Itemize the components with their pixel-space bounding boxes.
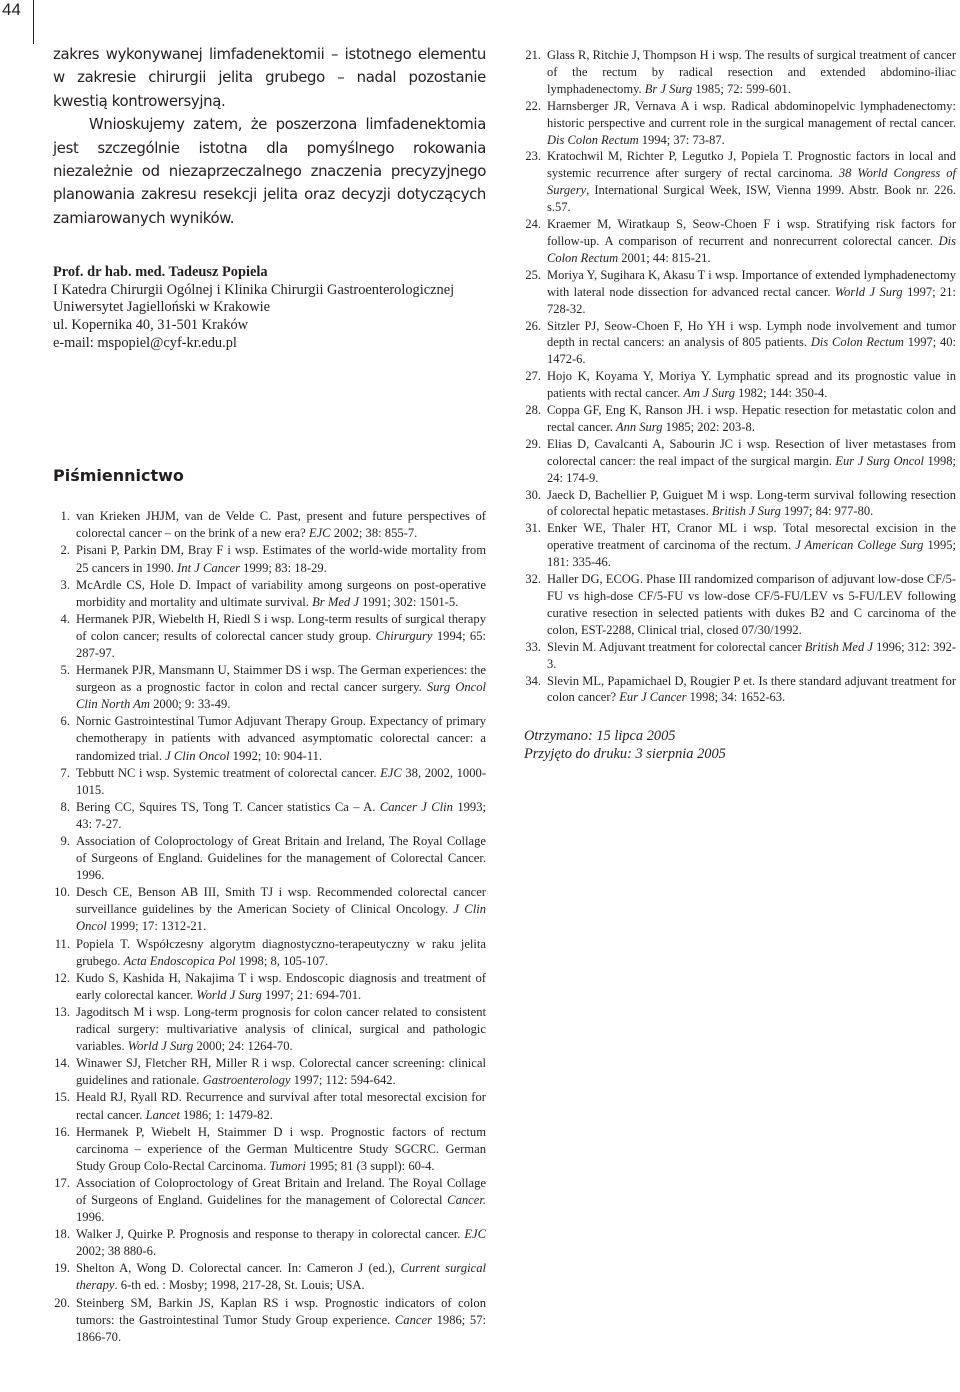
reference-item bbox=[53, 765, 486, 799]
reference-journal: Tumori bbox=[269, 1158, 306, 1173]
reference-number: 32. bbox=[525, 572, 541, 587]
reference-item bbox=[53, 1260, 486, 1294]
reference-text: 1995; 81 (3 suppl): 60-4. bbox=[305, 1158, 435, 1173]
reference-text: Sitzler PJ, Seow-Choen F, Ho YH i wsp. Lymph node involvement and tumor depth in rectal cancers: an analysis of 805 patients. bbox=[547, 318, 956, 350]
reference-number: 15. bbox=[54, 1090, 70, 1105]
reference-text: Enker WE, Thaler HT, Cranor ML i wsp. Total mesorectal excision in the operative treatment of carcinoma of the rectum. bbox=[547, 521, 956, 553]
reference-text: Bering CC, Squires TS, Tong T. Cancer statistics Ca – A. bbox=[76, 799, 380, 814]
reference-list-left bbox=[53, 508, 486, 1346]
reference-item bbox=[53, 970, 486, 1004]
reference-journal: J American College Surg bbox=[795, 538, 924, 553]
reference-text: 1985; 72: 599-601. bbox=[692, 81, 791, 96]
reference-item bbox=[53, 1226, 486, 1260]
reference-text: Shelton A, Wong D. Colorectal cancer. In: Cameron J (ed.), bbox=[76, 1261, 401, 1276]
reference-journal: Ann Surg bbox=[616, 419, 663, 434]
reference-item bbox=[53, 1124, 486, 1175]
reference-number: 17. bbox=[54, 1175, 70, 1190]
reference-journal: Am J Surg bbox=[683, 386, 736, 401]
reference-text: . 6-th ed. : Mosby; 1998, 217-28, St. Louis; USA. bbox=[114, 1278, 365, 1293]
reference-journal: Int J Cancer bbox=[177, 560, 241, 575]
reference-item bbox=[524, 47, 956, 98]
reference-number: 6. bbox=[60, 714, 70, 729]
reference-journal: Eur J Cancer bbox=[619, 690, 687, 705]
reference-item bbox=[524, 436, 956, 487]
reference-text: McArdle CS, Hole D. Impact of variability among surgeons on post-operative morbidity and mortality and ultimate survival. bbox=[76, 577, 486, 609]
reference-item bbox=[524, 571, 956, 639]
reference-item bbox=[524, 520, 956, 571]
reference-item bbox=[524, 216, 956, 267]
affiliation-line-university: Uniwersytet Jagielloński w Krakowie bbox=[53, 299, 271, 316]
reference-number: 26. bbox=[525, 318, 541, 333]
reference-text: Hermanek PJR, Mansmann U, Staimmer DS i wsp. The German experiences: the surgeon as a prognostic factor in colon and rectal cancer surgery. bbox=[76, 663, 486, 695]
reference-number: 8. bbox=[60, 799, 70, 814]
reference-text: Winawer SJ, Fletcher RH, Miller R i wsp. Colorectal cancer screening: clinical guidelines and rationale. bbox=[76, 1056, 486, 1088]
reference-item bbox=[53, 1295, 486, 1346]
reference-text: Glass R, Ritchie J, Thompson H i wsp. The results of surgical treatment of cancer of the rectum by radical resection and extended abdomino-iliac lymphadenectomy. bbox=[547, 48, 956, 96]
reference-number: 10. bbox=[54, 885, 70, 900]
reference-journal: Cancer J Clin bbox=[379, 799, 453, 814]
reference-text: van Krieken JHJM, van de Velde C. Past, present and future perspectives of colorectal cancer – on the brink of a new era? bbox=[76, 509, 486, 541]
reference-journal: Chirurgury bbox=[375, 628, 433, 643]
reference-journal: Cancer bbox=[394, 1312, 432, 1327]
reference-text: 1994; 65: 287-97. bbox=[76, 628, 486, 660]
reference-number: 2. bbox=[60, 543, 70, 558]
reference-text: 1998; 24: 174-9. bbox=[547, 453, 956, 485]
reference-text: Hermanek PJR, Wiebelth H, Riedl S i wsp. Long-term results of surgical therapy of colon cancer; results of colorectal cancer study group. bbox=[76, 611, 486, 643]
reference-text: 1995; 181: 335-46. bbox=[547, 538, 956, 570]
reference-text: 1997; 112: 594-642. bbox=[290, 1073, 396, 1088]
reference-journal: Eur J Surg Oncol bbox=[835, 453, 924, 468]
reference-text: 1992; 10: 904-11. bbox=[229, 748, 323, 763]
references-heading: Piśmiennictwo bbox=[53, 466, 184, 486]
reference-number: 23. bbox=[525, 149, 541, 164]
reference-text: Hermanek P, Wiebelt H, Staimmer D i wsp. Prognostic factors of rectum carcinoma – experience of the German Multicentre Study SGCRC. German Study Group Colo-Rectal Carcinoma. bbox=[76, 1124, 486, 1173]
reference-text: 1982; 144: 350-4. bbox=[735, 386, 828, 401]
reference-item bbox=[524, 98, 956, 149]
received-date: Otrzymano: 15 lipca 2005 bbox=[524, 728, 676, 745]
reference-journal: EJC bbox=[380, 765, 402, 780]
reference-item bbox=[53, 833, 486, 884]
reference-text: 1993; 43: 7-27. bbox=[76, 799, 487, 831]
reference-text: Association of Coloproctology of Great Britain and Ireland, The Royal Collage of Surgeons of England. Guidelines for the management of Colorectal Cancer. 1996. bbox=[76, 834, 486, 883]
reference-journal: British J Surg bbox=[711, 504, 781, 519]
reference-journal: British Med J bbox=[804, 639, 873, 654]
reference-text: Kratochwil M, Richter P, Legutko J, Popiela T. Prognostic factors in local and systemic recurrence after surgery of rectal carcinoma. bbox=[547, 149, 956, 181]
reference-text: 1996. bbox=[76, 1210, 105, 1225]
reference-item bbox=[53, 799, 486, 833]
reference-journal: Br Med J bbox=[312, 594, 359, 609]
body-paragraph-2: Wnioskujemy zatem, że poszerzona limfadenektomia jest szczególnie istotna dla pomyślnego rokowania niezależnie od niezaprzeczalnego znaczenia precyzyjnego planowania zakresu resekcji jelita oraz decyzji dotyczących zamiarowanych wyników. bbox=[53, 115, 486, 227]
reference-number: 34. bbox=[525, 673, 541, 688]
reference-number: 12. bbox=[54, 970, 70, 985]
reference-text: Kraemer M, Wiratkaup S, Seow-Choen F i wsp. Stratifying risk factors for follow-up. A comparison of recurrent and nonrecurrent colorectal cancer. bbox=[547, 217, 956, 248]
reference-number: 25. bbox=[525, 267, 541, 282]
reference-journal: Current surgical therapy bbox=[76, 1261, 486, 1293]
reference-item bbox=[53, 884, 486, 935]
reference-text: Harnsberger JR, Vernava A i wsp. Radical abdominopelvic lymphadenectomy: historic perspective and current role in the surgical management of rectal cancer. bbox=[547, 98, 956, 130]
reference-item bbox=[524, 318, 956, 369]
reference-text: Popiela T. Współczesny algorytm diagnostyczno-terapeutyczny w raku jelita grubego. bbox=[76, 936, 486, 968]
reference-journal: Cancer. bbox=[447, 1192, 486, 1207]
reference-text: 1999; 83: 18-29. bbox=[240, 560, 327, 575]
reference-text: Slevin ML, Papamichael D, Rougier P et. Is there standard adjuvant treatment for colon cancer? bbox=[547, 673, 956, 705]
reference-journal: 38 World Congress of Surgery bbox=[547, 166, 956, 198]
reference-item bbox=[53, 1055, 486, 1089]
affiliation-line-address: ul. Kopernika 40, 31-501 Kraków bbox=[53, 317, 249, 334]
reference-item bbox=[53, 1089, 486, 1123]
reference-number: 7. bbox=[60, 765, 70, 780]
reference-journal: EJC bbox=[308, 526, 331, 541]
reference-text: Jaeck D, Bachellier P, Guiguet M i wsp. Long-term survival following resection of colorectal hepatic metastases. bbox=[547, 487, 956, 519]
reference-journal: Dis Colon Rectum bbox=[547, 233, 956, 265]
reference-journal: World J Surg bbox=[834, 284, 903, 299]
reference-text: Coppa GF, Eng K, Ranson JH. i wsp. Hepatic resection for metastatic colon and rectal cancer. bbox=[547, 403, 956, 434]
reference-number: 24. bbox=[525, 217, 541, 232]
reference-text: 1998; 8, 105-107. bbox=[235, 953, 329, 968]
reference-text: 1997; 40: 1472-6. bbox=[547, 335, 956, 367]
reference-number: 28. bbox=[525, 403, 541, 418]
reference-text: 1994; 37: 73-87. bbox=[638, 132, 725, 147]
reference-text: Association of Coloproctology of Great Britain and Ireland. The Royal Collage of Surgeons of England. Guidelines for the management of Colorectal bbox=[76, 1175, 486, 1207]
reference-number: 27. bbox=[525, 369, 541, 384]
reference-text: Moriya Y, Sugihara K, Akasu T i wsp. Importance of extended lymphadenectomy with lateral node dissection for advanced rectal cancer. bbox=[547, 267, 956, 299]
reference-journal: Acta Endoscopica Pol bbox=[123, 953, 236, 968]
reference-item bbox=[524, 148, 956, 216]
page-number: 44 bbox=[2, 0, 21, 19]
reference-item bbox=[53, 542, 486, 576]
author-email: e-mail: mspopiel@cyf-kr.edu.pl bbox=[53, 334, 237, 351]
reference-text: 1986; 57: 1866-70. bbox=[76, 1312, 487, 1344]
author-name: Prof. dr hab. med. Tadeusz Popiela bbox=[53, 264, 268, 281]
reference-journal: Surg Oncol Clin North Am bbox=[76, 680, 486, 712]
reference-item bbox=[524, 487, 956, 521]
reference-number: 21. bbox=[525, 48, 541, 62]
reference-text: 1991; 302: 1501-5. bbox=[358, 594, 459, 609]
reference-text: Slevin M. Adjuvant treatment for colorectal cancer bbox=[547, 639, 805, 654]
reference-text: 2002; 38: 855-7. bbox=[330, 526, 418, 541]
reference-item bbox=[524, 639, 956, 673]
reference-text: 2000; 9: 33-49. bbox=[149, 697, 231, 712]
reference-text: Hojo K, Koyama Y, Moriya Y. Lymphatic spread and its prognostic value in patients with rectal cancer. bbox=[547, 369, 956, 401]
reference-text: 2002; 38 880-6. bbox=[76, 1244, 157, 1259]
reference-number: 1. bbox=[60, 509, 70, 524]
reference-journal: Gastroenterology bbox=[202, 1073, 291, 1088]
reference-text: 1999; 17: 1312-21. bbox=[106, 919, 207, 934]
reference-number: 33. bbox=[525, 639, 541, 654]
reference-number: 5. bbox=[60, 663, 70, 678]
reference-text: 38, 2002, 1000-1015. bbox=[76, 765, 486, 797]
reference-text: Jagoditsch M i wsp. Long-term prognosis for colon cancer related to consistent radical surgery: multivariative analysis of clinical, surgical and pathologic variables. bbox=[76, 1004, 486, 1054]
reference-text: Haller DG, ECOG. Phase III randomized comparison of adjuvant low-dose CF/5-FU vs high-dose CF/5-FU vs low-dose CF/5-FU/LEV vs 5-FU/LEV following curative resection in selected patients with dukes B2 and C carcinoma of the colon, EST-2288, Clinical trial, closed 07/30/1992. bbox=[547, 572, 956, 637]
reference-number: 18. bbox=[54, 1227, 70, 1242]
reference-text: Steinberg SM, Barkin JS, Kaplan RS i wsp. Prognostic indicators of colon tumors: the Gastrointestinal Tumor Study Group experience. bbox=[76, 1295, 486, 1327]
reference-item bbox=[53, 1004, 486, 1055]
reference-item bbox=[524, 673, 956, 707]
accepted-date: Przyjęto do druku: 3 sierpnia 2005 bbox=[524, 745, 726, 762]
reference-item bbox=[53, 713, 486, 764]
reference-journal: EJC bbox=[464, 1227, 486, 1242]
reference-text: Walker J, Quirke P. Prognosis and response to therapy in colorectal cancer. bbox=[76, 1227, 465, 1242]
reference-number: 9. bbox=[60, 834, 70, 848]
reference-text: , International Surgical Week, ISW, Vienna 1999. Abstr. Book nr. 226. s.57. bbox=[547, 183, 956, 215]
reference-list-right bbox=[524, 47, 956, 706]
reference-number: 16. bbox=[54, 1124, 70, 1139]
reference-number: 13. bbox=[54, 1004, 70, 1019]
reference-text: Pisani P, Parkin DM, Bray F i wsp. Estimates of the world-wide mortality from 25 cancers in 1990. bbox=[76, 543, 486, 575]
reference-journal: J Clin Oncol bbox=[165, 748, 230, 763]
reference-text: 2000; 24: 1264-70. bbox=[193, 1039, 293, 1054]
reference-journal: Dis Colon Rectum bbox=[547, 132, 639, 147]
reference-item bbox=[524, 368, 956, 402]
reference-text: 2001; 44: 815-21. bbox=[618, 250, 711, 265]
reference-item bbox=[524, 267, 956, 318]
received-dates bbox=[524, 728, 956, 763]
reference-item bbox=[524, 402, 956, 436]
reference-number: 29. bbox=[525, 436, 541, 451]
reference-journal: World J Surg bbox=[196, 987, 262, 1002]
reference-item bbox=[53, 1175, 486, 1226]
header-divider bbox=[33, 0, 34, 44]
reference-number: 30. bbox=[525, 487, 541, 502]
reference-text: Nornic Gastrointestinal Tumor Adjuvant Therapy Group. Expectancy of primary chemotherapy in patients with advanced asymptomatic colorectal cancer: a randomized trial. bbox=[76, 714, 486, 763]
body-paragraph-1: zakres wykonywanej limfadenektomii – istotnego elementu w zakresie chirurgii jelita grubego – nadal pozostanie kwestią kontrowersyjną. bbox=[53, 45, 486, 110]
reference-text: 1997; 21: 728-32. bbox=[547, 284, 956, 316]
reference-text: 1997; 84: 977-80. bbox=[780, 504, 874, 519]
reference-number: 3. bbox=[60, 577, 70, 592]
reference-journal: Br J Surg bbox=[644, 81, 693, 96]
reference-item bbox=[53, 611, 486, 662]
reference-text: Tebbutt NC i wsp. Systemic treatment of colorectal cancer. bbox=[76, 765, 381, 780]
reference-text: 1985; 202: 203-8. bbox=[662, 419, 755, 434]
reference-text: 1998; 34: 1652-63. bbox=[686, 690, 786, 705]
reference-item bbox=[53, 508, 486, 542]
reference-journal: Dis Colon Rectum bbox=[810, 335, 904, 350]
reference-text: Kudo S, Kashida H, Nakajima T i wsp. Endoscopic diagnosis and treatment of early colorectal kancer. bbox=[76, 970, 486, 1002]
reference-number: 14. bbox=[54, 1056, 70, 1071]
reference-text: Desch CE, Benson AB III, Smith TJ i wsp. Recommended colorectal cancer surveillance guidelines by the American Society of Clinical Oncology. bbox=[76, 885, 486, 917]
reference-item bbox=[53, 577, 486, 611]
reference-text: Elias D, Cavalcanti A, Sabourin JC i wsp. Resection of liver metastases from colorectal cancer: the real impact of the surgical margin. bbox=[547, 436, 956, 468]
reference-journal: J Clin Oncol bbox=[76, 902, 486, 934]
reference-text: 1997; 21: 694-701. bbox=[261, 987, 362, 1002]
right-column bbox=[524, 47, 956, 764]
reference-number: 11. bbox=[54, 936, 70, 951]
reference-text: Heald RJ, Ryall RD. Recurrence and survival after total mesorectal excision for rectal cancer. bbox=[76, 1090, 486, 1122]
reference-item bbox=[53, 662, 486, 713]
reference-text: 1986; 1: 1479-82. bbox=[179, 1107, 273, 1122]
author-affiliation bbox=[53, 264, 486, 352]
affiliation-line-department: I Katedra Chirurgii Ogólnej i Klinika Chirurgii Gastroenterologicznej bbox=[53, 281, 455, 298]
reference-item bbox=[53, 936, 486, 970]
reference-text: 1996; 312: 392-3. bbox=[547, 639, 957, 671]
reference-number: 20. bbox=[54, 1295, 70, 1310]
reference-number: 4. bbox=[60, 611, 70, 626]
reference-journal: World J Surg bbox=[127, 1039, 194, 1054]
reference-number: 31. bbox=[525, 521, 541, 536]
reference-journal: Lancet bbox=[145, 1107, 180, 1122]
reference-number: 22. bbox=[525, 98, 541, 113]
left-column bbox=[53, 43, 486, 1346]
reference-number: 19. bbox=[54, 1261, 70, 1276]
